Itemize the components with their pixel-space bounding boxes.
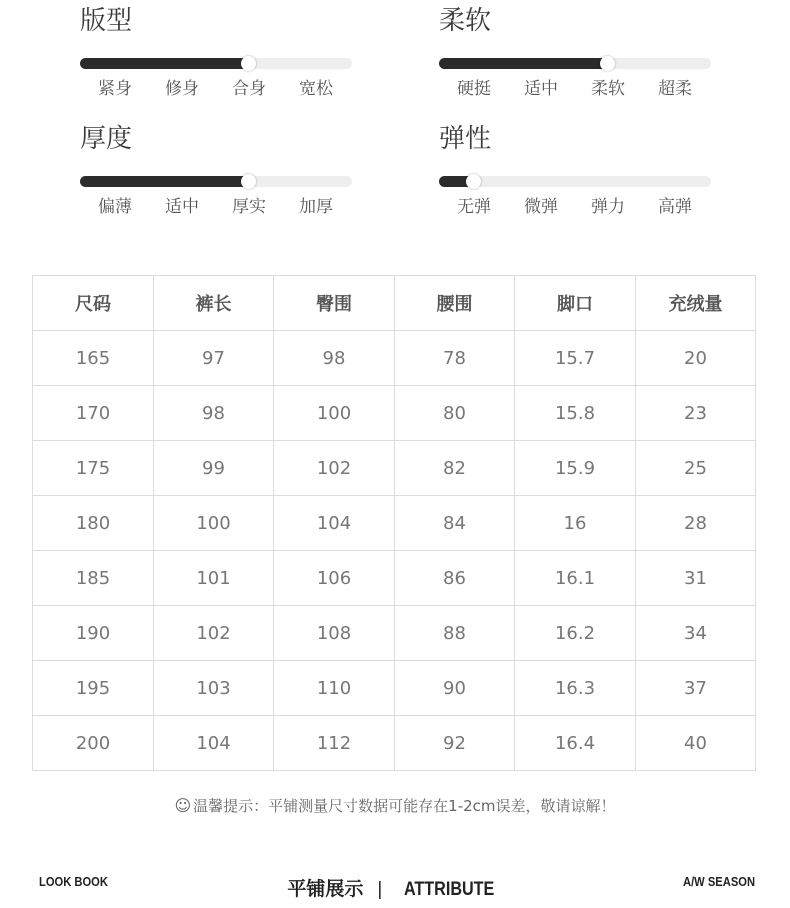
section-heading-cn: 平铺展示 [287,879,364,900]
table-cell: 16.4 [515,716,636,771]
table-row [33,386,756,441]
table-cell: 15.9 [515,441,636,496]
slider-knob [466,174,481,189]
size-table [32,275,756,771]
table-row [33,331,756,386]
table-cell: 108 [274,606,395,661]
level-label: 微弹 [524,197,558,217]
table-cell: 103 [154,661,274,716]
table-cell: 170 [33,386,154,441]
table-header-row [33,276,756,331]
table-cell: 20 [636,331,756,386]
level-labels [80,196,352,220]
slider-knob [241,56,256,71]
table-cell: 92 [395,716,515,771]
table-cell: 110 [274,661,395,716]
level-label: 合身 [232,79,266,99]
level-label: 宽松 [299,79,333,99]
table-cell: 80 [395,386,515,441]
table-cell: 185 [33,551,154,606]
attribute-title: 版型 [80,6,133,36]
column-header: 尺码 [33,276,154,331]
attribute-title: 柔软 [439,6,492,36]
attribute-title: 弹性 [439,124,492,154]
table-cell: 16.1 [515,551,636,606]
table-cell: 100 [274,386,395,441]
footer-right-label: A/W SEASON [683,874,756,889]
level-label: 无弹 [457,197,491,217]
level-label: 弹力 [591,197,625,217]
table-cell: 180 [33,496,154,551]
level-label: 适中 [165,197,199,217]
table-cell: 99 [154,441,274,496]
table-row [33,606,756,661]
table-cell: 112 [274,716,395,771]
table-cell: 90 [395,661,515,716]
slider-track [439,58,711,69]
table-cell: 84 [395,496,515,551]
table-row [33,716,756,771]
level-label: 硬挺 [457,79,491,99]
level-labels [439,196,711,220]
table-cell: 28 [636,496,756,551]
slider-knob [600,56,615,71]
table-cell: 102 [154,606,274,661]
column-header: 脚口 [515,276,636,331]
table-cell: 100 [154,496,274,551]
column-header: 臀围 [274,276,395,331]
table-cell: 190 [33,606,154,661]
level-label: 加厚 [299,197,333,217]
slider-fill [80,58,249,69]
table-cell: 16.3 [515,661,636,716]
level-label: 柔软 [591,79,625,99]
slider-track [80,176,352,187]
table-cell: 200 [33,716,154,771]
table-cell: 98 [274,331,395,386]
table-cell: 98 [154,386,274,441]
table-cell: 101 [154,551,274,606]
slider-knob [241,174,256,189]
level-label: 高弹 [658,197,692,217]
column-header: 充绒量 [636,276,756,331]
level-label: 厚实 [232,197,266,217]
table-row [33,496,756,551]
slider-track [439,176,711,187]
slider-fill [439,58,608,69]
table-cell: 40 [636,716,756,771]
table-cell: 16.2 [515,606,636,661]
tip-text: 温馨提示：平铺测量尺寸数据可能存在1-2cm误差，敬请谅解！ [193,797,616,815]
table-cell: 37 [636,661,756,716]
table-cell: 175 [33,441,154,496]
level-label: 适中 [524,79,558,99]
level-label: 偏薄 [98,197,132,217]
table-cell: 23 [636,386,756,441]
level-label: 紧身 [98,79,132,99]
smile-icon: ☺ [174,796,192,815]
table-cell: 88 [395,606,515,661]
measurement-tip [0,795,790,816]
table-cell: 86 [395,551,515,606]
table-cell: 104 [274,496,395,551]
table-cell: 104 [154,716,274,771]
table-row [33,441,756,496]
slider-fill [80,176,249,187]
table-cell: 34 [636,606,756,661]
table-cell: 165 [33,331,154,386]
level-labels [80,78,352,102]
table-cell: 16 [515,496,636,551]
attribute-title: 厚度 [80,124,133,154]
level-label: 超柔 [658,79,692,99]
section-heading-en: ATTRIBUTE [404,879,495,900]
heading-divider: | [377,879,383,900]
footer-left-label: LOOK BOOK [39,874,108,889]
table-cell: 195 [33,661,154,716]
table-cell: 97 [154,331,274,386]
table-cell: 15.7 [515,331,636,386]
section-heading [0,874,790,901]
level-label: 修身 [165,79,199,99]
level-labels [439,78,711,102]
column-header: 裤长 [154,276,274,331]
table-cell: 82 [395,441,515,496]
table-cell: 106 [274,551,395,606]
table-cell: 102 [274,441,395,496]
slider-track [80,58,352,69]
table-cell: 15.8 [515,386,636,441]
table-cell: 25 [636,441,756,496]
table-cell: 78 [395,331,515,386]
table-row [33,661,756,716]
table-row [33,551,756,606]
column-header: 腰围 [395,276,515,331]
table-cell: 31 [636,551,756,606]
